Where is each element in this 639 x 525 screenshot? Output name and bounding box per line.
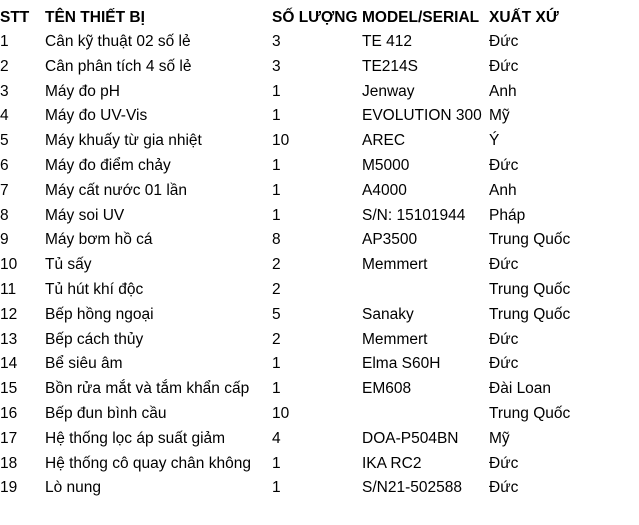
cell-origin: Trung Quốc (489, 231, 571, 249)
table-row (0, 204, 639, 229)
cell-equipment-name: Máy khuấy từ gia nhiệt (45, 132, 202, 150)
table-row (0, 80, 639, 105)
table-body (0, 30, 639, 501)
cell-origin: Đức (489, 256, 519, 274)
cell-model-serial: M5000 (362, 156, 410, 174)
cell-quantity: 1 (272, 181, 281, 199)
cell-equipment-name: Máy đo điểm chảy (45, 156, 171, 174)
table-row (0, 104, 639, 129)
table-row (0, 278, 639, 303)
cell-quantity: 1 (272, 107, 281, 125)
cell-model-serial: S/N: 15101944 (362, 206, 466, 224)
cell-stt: 4 (0, 107, 9, 125)
cell-stt: 16 (0, 404, 18, 422)
cell-origin: Đài Loan (489, 380, 552, 398)
cell-equipment-name: Máy đo UV-Vis (45, 107, 148, 125)
cell-quantity: 1 (272, 380, 281, 398)
table-row (0, 328, 639, 353)
cell-stt: 8 (0, 206, 9, 224)
cell-stt: 10 (0, 256, 18, 274)
cell-model-serial: Jenway (362, 82, 415, 100)
cell-stt: 5 (0, 132, 9, 150)
cell-quantity: 3 (272, 57, 281, 75)
cell-stt: 18 (0, 454, 18, 472)
cell-equipment-name: Bếp hồng ngoại (45, 305, 154, 323)
cell-model-serial: AREC (362, 132, 406, 150)
cell-stt: 9 (0, 231, 9, 249)
table-row (0, 30, 639, 55)
cell-model-serial: A4000 (362, 181, 407, 199)
header-quantity: SỐ LƯỢNG (272, 9, 358, 26)
cell-quantity: 5 (272, 305, 281, 323)
cell-model-serial: Sanaky (362, 305, 414, 323)
cell-equipment-name: Máy soi UV (45, 206, 125, 224)
cell-origin: Mỹ (489, 429, 510, 447)
table-row (0, 154, 639, 179)
table-row (0, 129, 639, 154)
cell-origin: Đức (489, 454, 519, 472)
cell-origin: Đức (489, 57, 519, 75)
cell-origin: Trung Quốc (489, 280, 571, 298)
cell-origin: Trung Quốc (489, 404, 571, 422)
header-equipment-name: TÊN THIẾT BỊ (45, 9, 145, 26)
cell-origin: Đức (489, 33, 519, 50)
cell-stt: 3 (0, 82, 9, 100)
cell-quantity: 2 (272, 280, 281, 298)
cell-quantity: 2 (272, 330, 281, 348)
cell-origin: Đức (489, 479, 519, 497)
cell-equipment-name: Máy bơm hồ cá (45, 231, 153, 249)
cell-model-serial (362, 278, 489, 303)
cell-equipment-name: Bể siêu âm (45, 355, 123, 373)
cell-model-serial: DOA-P504BN (362, 429, 459, 447)
cell-quantity: 10 (272, 404, 290, 422)
cell-quantity: 1 (272, 156, 281, 174)
cell-stt: 7 (0, 181, 9, 199)
table-row (0, 303, 639, 328)
cell-stt: 2 (0, 57, 9, 75)
cell-model-serial: Memmert (362, 256, 428, 274)
cell-stt: 12 (0, 305, 18, 323)
cell-origin: Anh (489, 82, 517, 100)
table-row (0, 427, 639, 452)
cell-origin: Đức (489, 355, 519, 373)
cell-model-serial: IKA RC2 (362, 454, 422, 472)
cell-equipment-name: Tủ hút khí độc (45, 280, 144, 298)
cell-equipment-name: Lò nung (45, 479, 102, 497)
cell-equipment-name: Bồn rửa mắt và tắm khẩn cấp (45, 380, 250, 398)
cell-quantity: 2 (272, 256, 281, 274)
cell-model-serial: EM608 (362, 380, 412, 398)
header-origin: XUẤT XỨ (489, 9, 559, 26)
cell-stt: 17 (0, 429, 18, 447)
cell-quantity: 10 (272, 132, 290, 150)
cell-quantity: 1 (272, 355, 281, 373)
cell-equipment-name: Bếp đun bình cầu (45, 404, 167, 422)
table-row (0, 352, 639, 377)
cell-origin: Mỹ (489, 107, 510, 125)
cell-model-serial: TE214S (362, 57, 419, 75)
cell-model-serial: AP3500 (362, 231, 418, 249)
cell-model-serial: TE 412 (362, 33, 412, 50)
cell-equipment-name: Cân kỹ thuật 02 số lẻ (45, 33, 191, 50)
cell-stt: 13 (0, 330, 18, 348)
cell-stt: 11 (0, 280, 17, 298)
cell-equipment-name: Máy cất nước 01 lần (45, 181, 188, 199)
cell-model-serial: Elma S60H (362, 355, 441, 373)
table-row (0, 402, 639, 427)
cell-origin: Đức (489, 156, 519, 174)
table-row (0, 377, 639, 402)
cell-stt: 6 (0, 156, 9, 174)
cell-quantity: 1 (272, 206, 281, 224)
cell-stt: 15 (0, 380, 18, 398)
cell-model-serial: EVOLUTION 300 (362, 107, 482, 125)
cell-equipment-name: Hệ thống cô quay chân không (45, 454, 251, 472)
cell-quantity: 3 (272, 33, 281, 50)
cell-quantity: 8 (272, 231, 281, 249)
cell-origin: Ý (489, 132, 500, 150)
cell-stt: 1 (0, 33, 9, 50)
table-row (0, 253, 639, 278)
table-row (0, 452, 639, 477)
cell-origin: Trung Quốc (489, 305, 571, 323)
cell-model-serial: S/N21-502588 (362, 479, 462, 497)
cell-equipment-name: Tủ sấy (45, 256, 92, 274)
table-row (0, 179, 639, 204)
equipment-table (0, 6, 639, 501)
table-row (0, 476, 639, 501)
cell-stt: 14 (0, 355, 18, 373)
header-stt: STT (0, 9, 30, 26)
cell-equipment-name: Cân phân tích 4 số lẻ (45, 57, 192, 75)
table-row (0, 228, 639, 253)
cell-quantity: 1 (272, 454, 281, 472)
header-model-serial: MODEL/SERIAL (362, 9, 480, 26)
cell-quantity: 4 (272, 429, 281, 447)
cell-equipment-name: Bếp cách thủy (45, 330, 144, 348)
cell-origin: Anh (489, 181, 517, 199)
table-row (0, 55, 639, 80)
cell-model-serial: Memmert (362, 330, 428, 348)
cell-model-serial (362, 402, 489, 427)
cell-equipment-name: Hệ thống lọc áp suất giảm (45, 429, 226, 447)
table-header (0, 6, 639, 30)
cell-stt: 19 (0, 479, 18, 497)
cell-origin: Pháp (489, 206, 526, 224)
cell-quantity: 1 (272, 82, 281, 100)
header-row (0, 6, 639, 30)
cell-quantity: 1 (272, 479, 281, 497)
cell-equipment-name: Máy đo pH (45, 82, 120, 100)
cell-origin: Đức (489, 330, 519, 348)
